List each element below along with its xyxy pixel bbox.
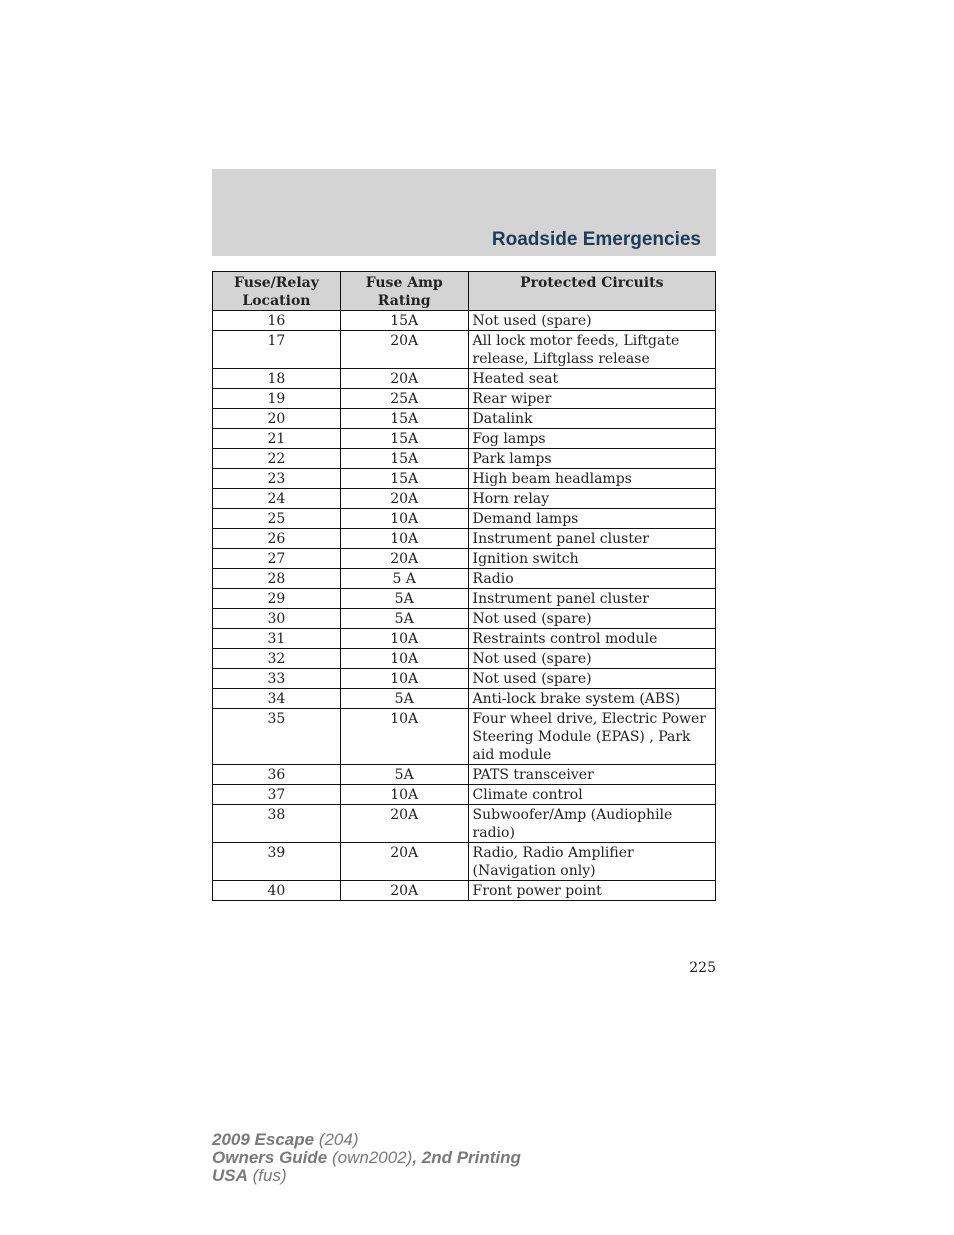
fuse-table xyxy=(212,271,716,901)
cell-rating: 20A xyxy=(340,331,468,369)
table-row xyxy=(213,709,716,765)
cell-location: 37 xyxy=(213,785,341,805)
column-header-label: Fuse Amp Rating xyxy=(365,275,443,309)
footer-guide-code: (own2002) xyxy=(327,1148,413,1167)
section-header-band xyxy=(212,169,716,256)
cell-location: 23 xyxy=(213,469,341,489)
table-row xyxy=(213,649,716,669)
cell-circuit: High beam headlamps xyxy=(468,469,715,489)
cell-rating: 10A xyxy=(340,509,468,529)
cell-rating: 10A xyxy=(340,669,468,689)
cell-rating: 20A xyxy=(340,881,468,901)
footer xyxy=(212,1131,521,1185)
cell-rating: 5A xyxy=(340,689,468,709)
table-row xyxy=(213,449,716,469)
table-row xyxy=(213,389,716,409)
column-header-label: Fuse/Relay Location xyxy=(234,275,319,309)
table-row xyxy=(213,489,716,509)
cell-rating: 10A xyxy=(340,709,468,765)
cell-circuit: Not used (spare) xyxy=(468,609,715,629)
table-row xyxy=(213,549,716,569)
table-row xyxy=(213,589,716,609)
cell-circuit: Heated seat xyxy=(468,369,715,389)
footer-model-code: (204) xyxy=(314,1130,359,1149)
cell-location: 29 xyxy=(213,589,341,609)
table-row xyxy=(213,629,716,649)
cell-circuit: Park lamps xyxy=(468,449,715,469)
cell-rating: 15A xyxy=(340,409,468,429)
cell-circuit: Demand lamps xyxy=(468,509,715,529)
cell-circuit: Restraints control module xyxy=(468,629,715,649)
cell-circuit: Instrument panel cluster xyxy=(468,529,715,549)
cell-rating: 5A xyxy=(340,589,468,609)
cell-location: 35 xyxy=(213,709,341,765)
section-title: Roadside Emergencies xyxy=(491,229,701,250)
cell-circuit: Anti-lock brake system (ABS) xyxy=(468,689,715,709)
cell-circuit: Subwoofer/Amp (Audiophile radio) xyxy=(468,805,715,843)
cell-location: 16 xyxy=(213,311,341,331)
cell-location: 39 xyxy=(213,843,341,881)
cell-rating: 5A xyxy=(340,609,468,629)
table-row xyxy=(213,509,716,529)
cell-circuit: Not used (spare) xyxy=(468,649,715,669)
footer-guide: Owners Guide xyxy=(212,1148,328,1167)
footer-model: 2009 Escape xyxy=(212,1130,315,1149)
cell-circuit: Climate control xyxy=(468,785,715,805)
cell-location: 32 xyxy=(213,649,341,669)
table-row xyxy=(213,765,716,785)
cell-location: 28 xyxy=(213,569,341,589)
table-row xyxy=(213,609,716,629)
table-row xyxy=(213,529,716,549)
cell-location: 19 xyxy=(213,389,341,409)
cell-rating: 15A xyxy=(340,429,468,449)
cell-rating: 10A xyxy=(340,629,468,649)
cell-rating: 15A xyxy=(340,469,468,489)
cell-location: 17 xyxy=(213,331,341,369)
footer-line-market xyxy=(212,1167,521,1185)
cell-rating: 15A xyxy=(340,311,468,331)
table-row xyxy=(213,409,716,429)
cell-location: 40 xyxy=(213,881,341,901)
column-header-rating xyxy=(340,272,468,311)
cell-rating: 20A xyxy=(340,489,468,509)
table-row xyxy=(213,569,716,589)
cell-rating: 10A xyxy=(340,785,468,805)
footer-market: USA xyxy=(212,1166,248,1185)
cell-location: 33 xyxy=(213,669,341,689)
cell-circuit: Radio xyxy=(468,569,715,589)
cell-rating: 20A xyxy=(340,369,468,389)
cell-rating: 20A xyxy=(340,843,468,881)
footer-line-model xyxy=(212,1131,521,1149)
cell-circuit: Fog lamps xyxy=(468,429,715,449)
table-row xyxy=(213,689,716,709)
cell-rating: 20A xyxy=(340,805,468,843)
column-header-circuits xyxy=(468,272,715,311)
page-number: 225 xyxy=(689,960,716,976)
table-row xyxy=(213,369,716,389)
table-body xyxy=(213,311,716,901)
cell-rating: 10A xyxy=(340,529,468,549)
cell-circuit: All lock motor feeds, Liftgate release, Liftglass release xyxy=(468,331,715,369)
cell-location: 34 xyxy=(213,689,341,709)
cell-rating: 25A xyxy=(340,389,468,409)
cell-circuit: Not used (spare) xyxy=(468,311,715,331)
column-header-label: Protected Circuits xyxy=(520,275,664,291)
cell-location: 18 xyxy=(213,369,341,389)
table-row xyxy=(213,805,716,843)
cell-circuit: Horn relay xyxy=(468,489,715,509)
table-row xyxy=(213,469,716,489)
cell-circuit: Four wheel drive, Electric Power Steering Module (EPAS) , Park aid module xyxy=(468,709,715,765)
cell-location: 20 xyxy=(213,409,341,429)
cell-location: 25 xyxy=(213,509,341,529)
cell-circuit: Radio, Radio Amplifier (Navigation only) xyxy=(468,843,715,881)
cell-rating: 15A xyxy=(340,449,468,469)
cell-location: 36 xyxy=(213,765,341,785)
table-row xyxy=(213,429,716,449)
cell-location: 24 xyxy=(213,489,341,509)
column-header-location xyxy=(213,272,341,311)
cell-location: 27 xyxy=(213,549,341,569)
cell-circuit: Rear wiper xyxy=(468,389,715,409)
table-row xyxy=(213,785,716,805)
table-header-row xyxy=(213,272,716,311)
table-row xyxy=(213,881,716,901)
cell-rating: 20A xyxy=(340,549,468,569)
footer-market-code: (fus) xyxy=(247,1166,287,1185)
cell-circuit: Datalink xyxy=(468,409,715,429)
table-row xyxy=(213,331,716,369)
cell-location: 21 xyxy=(213,429,341,449)
cell-location: 26 xyxy=(213,529,341,549)
cell-rating: 5 A xyxy=(340,569,468,589)
cell-circuit: Ignition switch xyxy=(468,549,715,569)
footer-printing: , 2nd Printing xyxy=(412,1148,521,1167)
cell-location: 38 xyxy=(213,805,341,843)
cell-location: 30 xyxy=(213,609,341,629)
footer-line-guide xyxy=(212,1149,521,1167)
cell-location: 31 xyxy=(213,629,341,649)
table-row xyxy=(213,311,716,331)
cell-rating: 5A xyxy=(340,765,468,785)
cell-location: 22 xyxy=(213,449,341,469)
cell-circuit: Instrument panel cluster xyxy=(468,589,715,609)
table-row xyxy=(213,843,716,881)
cell-rating: 10A xyxy=(340,649,468,669)
cell-circuit: Not used (spare) xyxy=(468,669,715,689)
cell-circuit: PATS transceiver xyxy=(468,765,715,785)
cell-circuit: Front power point xyxy=(468,881,715,901)
table-row xyxy=(213,669,716,689)
